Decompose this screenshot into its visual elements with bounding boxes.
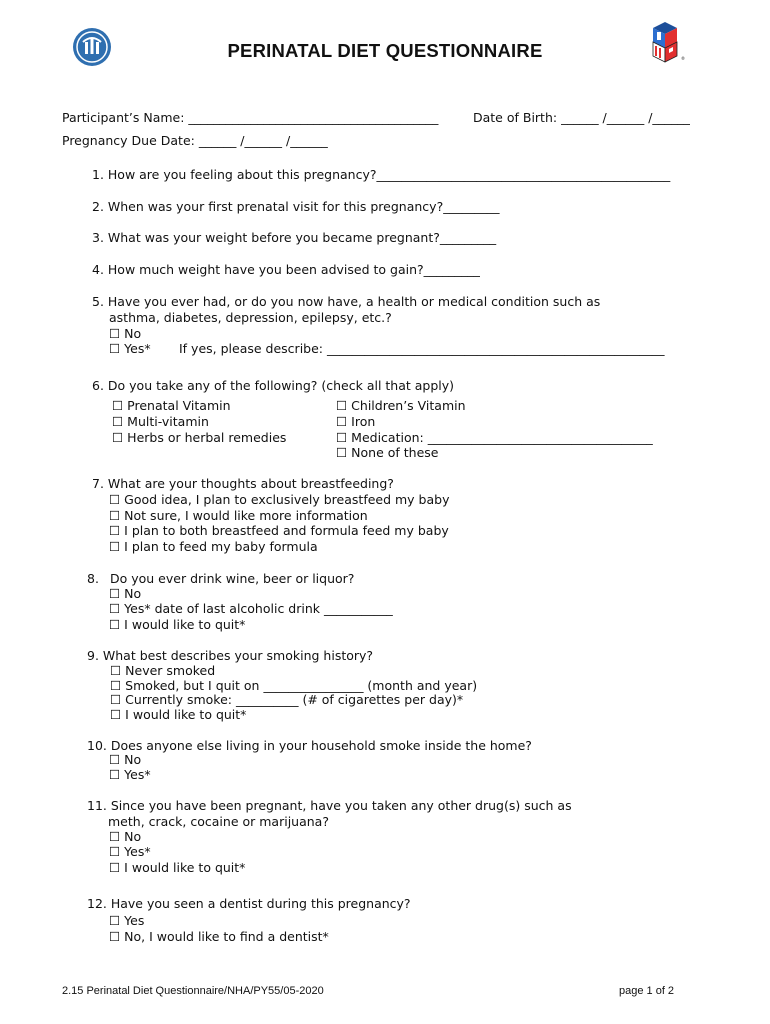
q8-option-no[interactable]: ☐ No xyxy=(109,586,142,601)
q5-option-yes[interactable]: ☐ Yes* xyxy=(109,341,151,356)
q7-option-not-sure[interactable]: ☐ Not sure, I would like more information xyxy=(109,508,368,523)
q9-option-never[interactable]: ☐ Never smoked xyxy=(110,663,216,678)
participant-name-field[interactable]: Participant’s Name: ________________________________________ xyxy=(62,110,439,125)
q11-option-yes[interactable]: ☐ Yes* xyxy=(109,844,151,859)
q11-option-no[interactable]: ☐ No xyxy=(109,829,142,844)
q6-option-medication[interactable]: ☐ Medication: ____________________________________ xyxy=(336,430,653,445)
q12-option-yes[interactable]: ☐ Yes xyxy=(109,913,145,928)
question-10-text: 10. Does anyone else living in your household smoke inside the home? xyxy=(87,738,532,753)
question-7-text: 7. What are your thoughts about breastfeeding? xyxy=(92,476,394,491)
due-date-field[interactable]: Pregnancy Due Date: ______ /______ /______ xyxy=(62,133,328,148)
q7-option-formula[interactable]: ☐ I plan to feed my baby formula xyxy=(109,539,318,554)
footer-page-number: page 1 of 2 xyxy=(619,985,675,997)
question-6-text: 6. Do you take any of the following? (check all that apply) xyxy=(92,378,455,393)
page-title: PERINATAL DIET QUESTIONNAIRE xyxy=(227,40,543,61)
q9-option-quit-date[interactable]: ☐ Smoked, but I quit on ________________ (month and year) xyxy=(110,678,478,693)
q10-option-yes[interactable]: ☐ Yes* xyxy=(109,767,151,782)
q9-option-quit[interactable]: ☐ I would like to quit* xyxy=(110,707,247,722)
question-1[interactable]: 1. How are you feeling about this pregnancy?_______________________________________________ xyxy=(92,167,671,182)
q11-option-quit[interactable]: ☐ I would like to quit* xyxy=(109,860,246,875)
question-4[interactable]: 4. How much weight have you been advised to gain?_________ xyxy=(92,262,480,277)
q5-describe-field[interactable]: If yes, please describe: ______________________________________________________ xyxy=(179,341,665,356)
q6-option-multivitamin[interactable]: ☐ Multi-vitamin xyxy=(112,414,209,429)
q6-option-none[interactable]: ☐ None of these xyxy=(336,445,439,460)
q8-option-quit[interactable]: ☐ I would like to quit* xyxy=(109,617,246,632)
q6-option-iron[interactable]: ☐ Iron xyxy=(336,414,376,429)
q6-option-childrens-vitamin[interactable]: ☐ Children’s Vitamin xyxy=(336,398,466,413)
q5-option-no[interactable]: ☐ No xyxy=(109,326,142,341)
question-11-text: 11. Since you have been pregnant, have you taken any other drug(s) such as xyxy=(87,798,572,813)
svg-text:®: ® xyxy=(681,56,685,61)
question-9-text: 9. What best describes your smoking history? xyxy=(87,648,374,663)
question-2[interactable]: 2. When was your first prenatal visit for this pregnancy?_________ xyxy=(92,199,500,214)
q9-option-currently[interactable]: ☐ Currently smoke: __________ (# of cigarettes per day)* xyxy=(110,692,464,707)
question-3[interactable]: 3. What was your weight before you became pregnant?_________ xyxy=(92,230,497,245)
question-8-number: 8. xyxy=(87,571,99,586)
q10-option-no[interactable]: ☐ No xyxy=(109,752,142,767)
q12-option-no-find-dentist[interactable]: ☐ No, I would like to find a dentist* xyxy=(109,929,329,944)
q6-option-prenatal-vitamin[interactable]: ☐ Prenatal Vitamin xyxy=(112,398,231,413)
question-8-text: Do you ever drink wine, beer or liquor? xyxy=(110,571,355,586)
date-of-birth-field[interactable]: Date of Birth: ______ /______ /______ xyxy=(473,110,690,125)
question-11-text-cont: meth, crack, cocaine or marijuana? xyxy=(108,814,329,829)
q7-option-both[interactable]: ☐ I plan to both breastfeed and formula feed my baby xyxy=(109,523,449,538)
footer-doc-id: 2.15 Perinatal Diet Questionnaire/NHA/PY55/05-2020 xyxy=(62,985,324,997)
question-12-text: 12. Have you seen a dentist during this pregnancy? xyxy=(87,896,411,911)
q7-option-exclusive[interactable]: ☐ Good idea, I plan to exclusively breastfeed my baby xyxy=(109,492,450,507)
question-5-text: 5. Have you ever had, or do you now have, a health or medical condition such as xyxy=(92,294,601,309)
q6-option-herbs[interactable]: ☐ Herbs or herbal remedies xyxy=(112,430,287,445)
q8-option-yes[interactable]: ☐ Yes* date of last alcoholic drink ___________ xyxy=(109,601,393,616)
question-5-text-cont: asthma, diabetes, depression, epilepsy, etc.? xyxy=(109,310,392,325)
